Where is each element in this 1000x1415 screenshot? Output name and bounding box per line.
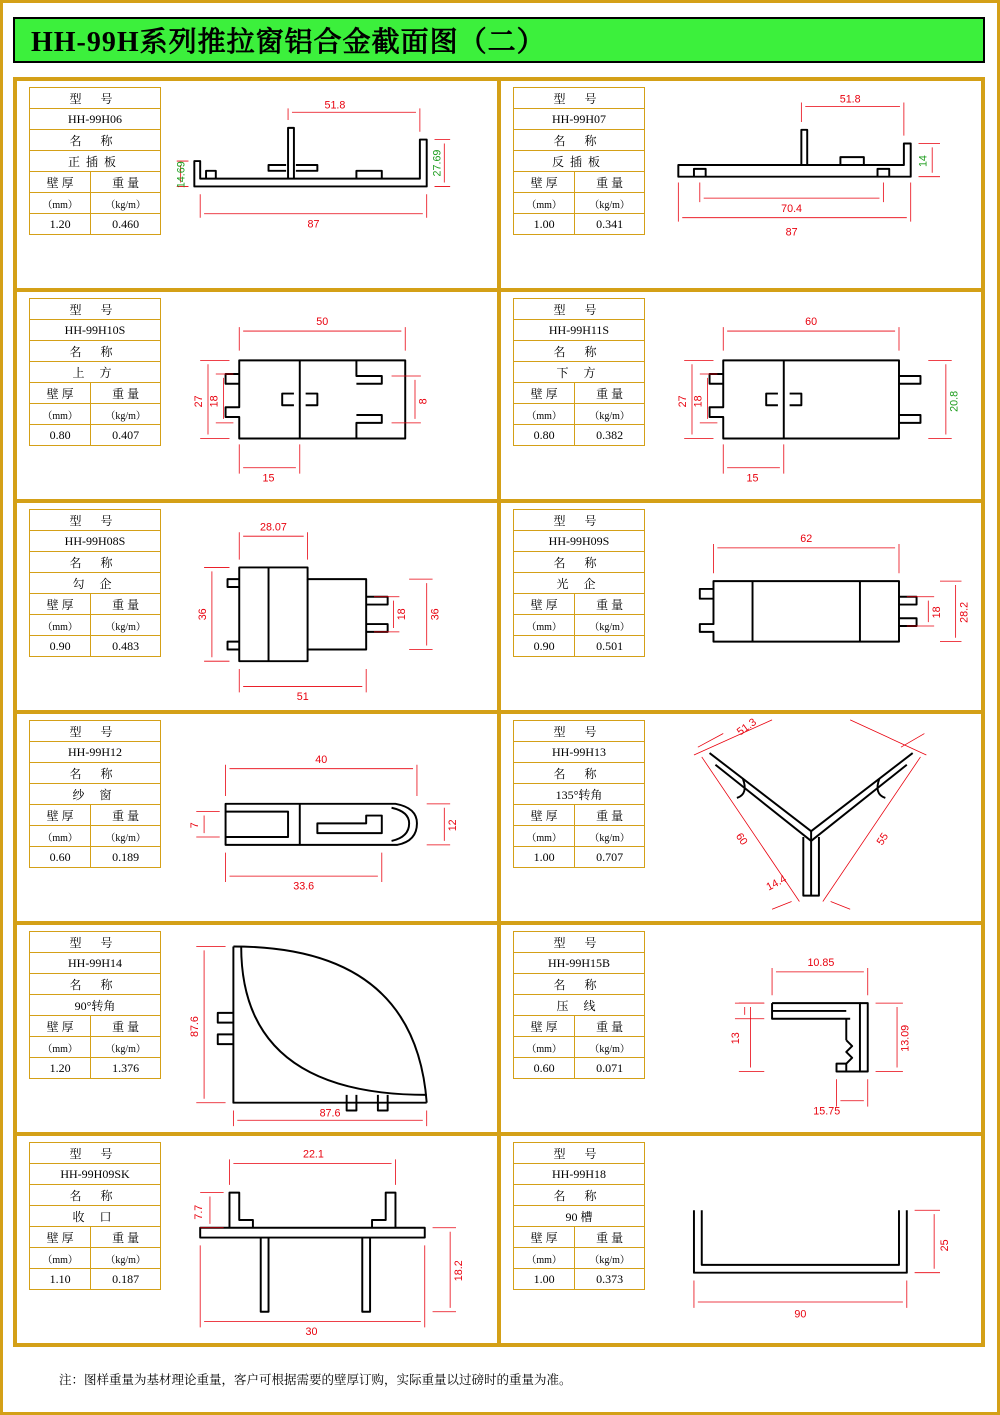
dim-label: 14.69 [175, 161, 188, 189]
profile-drawing-hh-99h15b [651, 925, 981, 1132]
spec-model-header: 型 号 [30, 1143, 161, 1164]
spec-thickness-unit: （mm） [30, 615, 91, 636]
dim-label: 87 [307, 218, 320, 231]
dim-label: 36 [429, 608, 442, 621]
spec-thickness-header: 壁 厚 [30, 1016, 91, 1037]
spec-model-header: 型 号 [514, 510, 645, 531]
spec-thickness-unit: （mm） [514, 615, 575, 636]
dim-label: 13.09 [899, 1024, 912, 1052]
dim-label: 25 [938, 1239, 951, 1252]
spec-name-header: 名 称 [30, 341, 161, 362]
spec-name-header: 名 称 [514, 130, 645, 151]
dim-label: 13 [729, 1032, 742, 1045]
spec-name-header: 名 称 [514, 552, 645, 573]
spec-name-value: 收 口 [30, 1206, 161, 1227]
spec-name-header: 名 称 [30, 974, 161, 995]
profile-drawing-hh-99h08s [167, 503, 497, 710]
spec-name-header: 名 称 [30, 130, 161, 151]
spec-weight-value: 0.707 [575, 847, 645, 868]
spec-name-header: 名 称 [30, 763, 161, 784]
spec-weight-unit: （kg/m） [91, 193, 161, 214]
profile-cell-hh-99h06 [15, 79, 499, 290]
dim-label: 18 [931, 606, 944, 619]
spec-name-header: 名 称 [514, 974, 645, 995]
dim-label: 51 [296, 691, 309, 704]
dim-label: 50 [316, 316, 329, 329]
spec-table [513, 1142, 645, 1290]
spec-weight-value: 0.460 [91, 214, 161, 235]
spec-name-value: 纱 窗 [30, 784, 161, 805]
spec-model-header: 型 号 [30, 510, 161, 531]
dim-label: 27.69 [431, 149, 444, 177]
dim-label: 27 [193, 395, 206, 408]
spec-thickness-header: 壁 厚 [30, 594, 91, 615]
spec-table [29, 509, 161, 657]
spec-weight-unit: （kg/m） [575, 193, 645, 214]
spec-name-value: 下 方 [514, 362, 645, 383]
sheet-title-bar [13, 17, 985, 63]
dim-label: 60 [733, 830, 750, 848]
spec-weight-value: 0.501 [575, 636, 645, 657]
spec-weight-header: 重 量 [91, 805, 161, 826]
spec-thickness-header: 壁 厚 [514, 594, 575, 615]
dim-label: 62 [800, 533, 813, 546]
dim-label: 70.4 [781, 202, 803, 215]
spec-weight-header: 重 量 [91, 383, 161, 404]
profile-cell-hh-99h09sk [15, 1134, 499, 1345]
spec-weight-header: 重 量 [575, 594, 645, 615]
spec-thickness-value: 1.00 [514, 847, 575, 868]
spec-weight-value: 0.341 [575, 214, 645, 235]
profile-cell-hh-99h15b [499, 923, 983, 1134]
spec-table [29, 87, 161, 235]
spec-model-header: 型 号 [514, 721, 645, 742]
spec-thickness-value: 0.90 [514, 636, 575, 657]
spec-thickness-header: 壁 厚 [30, 383, 91, 404]
spec-table [29, 931, 161, 1079]
spec-thickness-header: 壁 厚 [514, 1016, 575, 1037]
spec-thickness-value: 1.00 [514, 1269, 575, 1290]
spec-thickness-value: 0.60 [514, 1058, 575, 1079]
spec-name-header: 名 称 [514, 1185, 645, 1206]
spec-model-header: 型 号 [30, 932, 161, 953]
spec-name-value: 90°转角 [30, 995, 161, 1016]
profile-drawing-hh-99h07 [651, 81, 981, 288]
spec-name-value: 90 槽 [514, 1206, 645, 1227]
spec-model-value: HH-99H14 [30, 953, 161, 974]
spec-name-header: 名 称 [514, 763, 645, 784]
spec-weight-value: 0.189 [91, 847, 161, 868]
spec-weight-header: 重 量 [91, 172, 161, 193]
spec-model-value: HH-99H10S [30, 320, 161, 341]
spec-model-header: 型 号 [514, 1143, 645, 1164]
spec-weight-value: 0.071 [575, 1058, 645, 1079]
footnote: 注：图样重量为基材理论重量，客户可根据需要的壁厚订购，实际重量以过磅时的重量为准。 [59, 1373, 572, 1387]
dim-label: 28.07 [259, 521, 287, 534]
dim-label: 87.6 [189, 1016, 202, 1038]
dim-label: 12 [447, 819, 460, 832]
dim-label: 15 [262, 472, 275, 485]
dim-label: 51.8 [839, 93, 861, 106]
dim-label: 27 [677, 395, 690, 408]
spec-table [513, 87, 645, 235]
spec-weight-unit: （kg/m） [575, 615, 645, 636]
dim-label: 33.6 [293, 880, 315, 893]
spec-weight-header: 重 量 [91, 1016, 161, 1037]
spec-weight-value: 0.483 [91, 636, 161, 657]
dim-label: 18 [208, 395, 221, 408]
spec-weight-header: 重 量 [91, 594, 161, 615]
spec-weight-unit: （kg/m） [575, 1037, 645, 1058]
profile-cell-hh-99h07 [499, 79, 983, 290]
dim-label: 10.85 [807, 957, 835, 970]
spec-model-value: HH-99H11S [514, 320, 645, 341]
spec-weight-unit: （kg/m） [91, 826, 161, 847]
dim-label: 36 [197, 608, 210, 621]
dim-label: 18.2 [452, 1260, 465, 1282]
spec-thickness-value: 0.90 [30, 636, 91, 657]
spec-thickness-header: 壁 厚 [30, 805, 91, 826]
dim-label: 60 [805, 316, 818, 329]
spec-model-header: 型 号 [514, 932, 645, 953]
spec-table [513, 509, 645, 657]
dim-label: 7.7 [193, 1204, 206, 1220]
spec-model-header: 型 号 [514, 299, 645, 320]
spec-thickness-unit: （mm） [30, 193, 91, 214]
dim-label: 22.1 [302, 1148, 324, 1161]
spec-thickness-value: 1.20 [30, 1058, 91, 1079]
spec-weight-unit: （kg/m） [575, 404, 645, 425]
page-title: HH-99H系列推拉窗铝合金截面图（二） [31, 27, 546, 58]
spec-name-value: 上 方 [30, 362, 161, 383]
spec-weight-header: 重 量 [575, 1227, 645, 1248]
profile-drawing-hh-99h10s [167, 292, 497, 499]
spec-model-value: HH-99H18 [514, 1164, 645, 1185]
spec-weight-unit: （kg/m） [91, 1037, 161, 1058]
dim-label: 90 [794, 1308, 807, 1321]
spec-thickness-value: 1.20 [30, 214, 91, 235]
profile-drawing-hh-99h14 [167, 925, 497, 1132]
spec-model-value: HH-99H09SK [30, 1164, 161, 1185]
dim-label: 51.3 [734, 716, 759, 739]
spec-weight-unit: （kg/m） [91, 1248, 161, 1269]
spec-name-header: 名 称 [514, 341, 645, 362]
spec-name-header: 名 称 [30, 1185, 161, 1206]
profile-cell-hh-99h12 [15, 712, 499, 923]
spec-thickness-value: 0.80 [514, 425, 575, 446]
profile-drawing-hh-99h09sk [167, 1136, 497, 1343]
dim-label: 15.75 [813, 1105, 841, 1118]
dim-label: 40 [315, 753, 328, 766]
spec-thickness-value: 1.10 [30, 1269, 91, 1290]
dim-label: 28.2 [958, 601, 971, 623]
dim-label: 87 [785, 226, 798, 239]
spec-model-value: HH-99H06 [30, 109, 161, 130]
spec-thickness-unit: （mm） [514, 404, 575, 425]
spec-model-value: HH-99H12 [30, 742, 161, 763]
spec-thickness-value: 0.60 [30, 847, 91, 868]
profile-drawing-hh-99h09s [651, 503, 981, 710]
profile-cell-hh-99h11s [499, 290, 983, 501]
spec-weight-value: 0.187 [91, 1269, 161, 1290]
spec-thickness-header: 壁 厚 [514, 1227, 575, 1248]
profile-drawing-hh-99h18 [651, 1136, 981, 1343]
profile-cell-hh-99h10s [15, 290, 499, 501]
spec-table [513, 298, 645, 446]
spec-model-header: 型 号 [30, 88, 161, 109]
dim-label: 18 [396, 608, 409, 621]
spec-table [29, 1142, 161, 1290]
spec-thickness-unit: （mm） [514, 1248, 575, 1269]
spec-thickness-unit: （mm） [30, 826, 91, 847]
spec-model-value: HH-99H07 [514, 109, 645, 130]
spec-name-value: 压 线 [514, 995, 645, 1016]
spec-table [513, 931, 645, 1079]
spec-name-value: 勾 企 [30, 573, 161, 594]
dim-label: 8 [417, 398, 430, 405]
spec-weight-header: 重 量 [575, 383, 645, 404]
spec-thickness-header: 壁 厚 [514, 172, 575, 193]
profile-cell-hh-99h13 [499, 712, 983, 923]
spec-model-header: 型 号 [514, 88, 645, 109]
spec-weight-value: 1.376 [91, 1058, 161, 1079]
spec-thickness-header: 壁 厚 [514, 805, 575, 826]
spec-name-value: 光 企 [514, 573, 645, 594]
profile-drawing-hh-99h13 [651, 714, 981, 921]
dim-label: 15 [746, 472, 759, 485]
spec-thickness-unit: （mm） [514, 826, 575, 847]
spec-model-value: HH-99H08S [30, 531, 161, 552]
dim-label: 87.6 [319, 1107, 341, 1120]
dim-label: 51.8 [324, 99, 346, 112]
spec-weight-value: 0.382 [575, 425, 645, 446]
spec-weight-value: 0.373 [575, 1269, 645, 1290]
spec-weight-unit: （kg/m） [91, 404, 161, 425]
dim-label: 14.4 [764, 872, 789, 894]
dim-label: 14 [917, 155, 930, 168]
spec-thickness-unit: （mm） [30, 1037, 91, 1058]
spec-table [29, 298, 161, 446]
spec-weight-header: 重 量 [91, 1227, 161, 1248]
spec-thickness-header: 壁 厚 [514, 383, 575, 404]
spec-weight-header: 重 量 [575, 1016, 645, 1037]
spec-weight-value: 0.407 [91, 425, 161, 446]
spec-thickness-unit: （mm） [30, 1248, 91, 1269]
dim-label: 55 [874, 830, 892, 848]
dim-label: 7 [189, 822, 202, 829]
spec-weight-unit: （kg/m） [575, 826, 645, 847]
spec-model-value: HH-99H09S [514, 531, 645, 552]
spec-thickness-unit: （mm） [30, 404, 91, 425]
profile-cell-hh-99h14 [15, 923, 499, 1134]
profile-drawing-hh-99h12 [167, 714, 497, 921]
spec-thickness-unit: （mm） [514, 1037, 575, 1058]
spec-name-header: 名 称 [30, 552, 161, 573]
spec-model-header: 型 号 [30, 721, 161, 742]
spec-thickness-header: 壁 厚 [30, 172, 91, 193]
spec-thickness-value: 0.80 [30, 425, 91, 446]
profile-cell-hh-99h08s [15, 501, 499, 712]
dim-label: 30 [305, 1326, 318, 1339]
spec-weight-header: 重 量 [575, 805, 645, 826]
profile-cell-hh-99h09s [499, 501, 983, 712]
profile-cell-hh-99h18 [499, 1134, 983, 1345]
spec-weight-unit: （kg/m） [575, 1248, 645, 1269]
spec-model-header: 型 号 [30, 299, 161, 320]
spec-name-value: 反插板 [514, 151, 645, 172]
spec-thickness-value: 1.00 [514, 214, 575, 235]
spec-thickness-header: 壁 厚 [30, 1227, 91, 1248]
spec-table [29, 720, 161, 868]
spec-weight-unit: （kg/m） [91, 615, 161, 636]
profile-drawing-hh-99h11s [651, 292, 981, 499]
spec-model-value: HH-99H15B [514, 953, 645, 974]
profile-grid [13, 77, 985, 1347]
dim-label: 18 [692, 395, 705, 408]
spec-name-value: 135°转角 [514, 784, 645, 805]
spec-weight-header: 重 量 [575, 172, 645, 193]
spec-table [513, 720, 645, 868]
spec-thickness-unit: （mm） [514, 193, 575, 214]
dim-label: 20.8 [948, 390, 961, 412]
spec-model-value: HH-99H13 [514, 742, 645, 763]
spec-name-value: 正插板 [30, 151, 161, 172]
profile-drawing-hh-99h06 [167, 81, 497, 288]
